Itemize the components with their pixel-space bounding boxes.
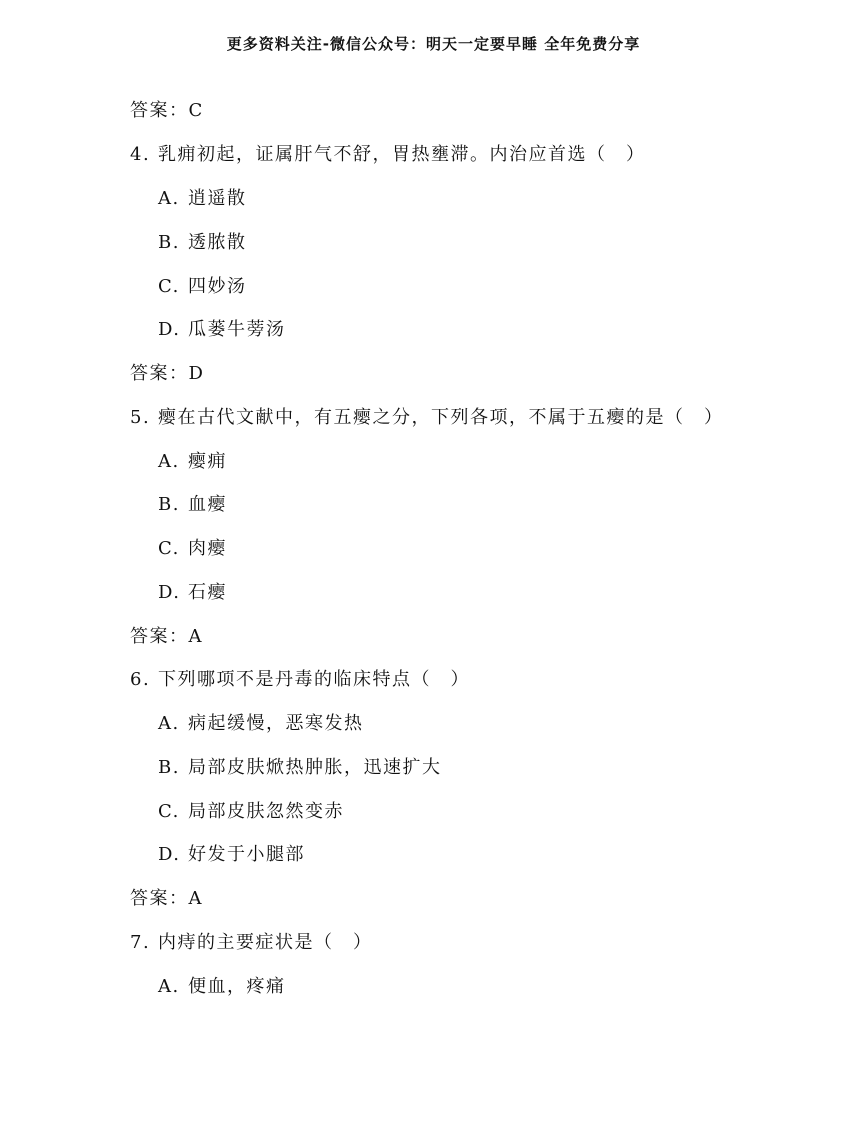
option-5a: [158, 451, 227, 473]
option-4b: [158, 232, 247, 254]
option-text: 肉瘿: [188, 538, 227, 559]
option-letter: C.: [158, 538, 180, 559]
option-letter: C.: [158, 276, 180, 297]
option-6b: [158, 757, 442, 779]
answer-line: 答案：C: [130, 100, 204, 121]
option-4a: [158, 188, 247, 210]
option-letter: B.: [158, 232, 180, 253]
question-text: 内痔的主要症状是（ ）: [158, 932, 373, 953]
option-6a: [158, 713, 364, 735]
option-text: 好发于小腿部: [188, 844, 305, 865]
answer-line: 答案：D: [130, 363, 205, 384]
option-text: 逍遥散: [188, 188, 247, 209]
option-text: 瓜蒌牛蒡汤: [188, 319, 286, 340]
option-letter: A.: [158, 713, 180, 734]
option-letter: B.: [158, 757, 180, 778]
question-text: 乳痈初起，证属肝气不舒，胃热壅滞。内治应首选（ ）: [158, 144, 646, 165]
option-text: 局部皮肤焮热肿胀，迅速扩大: [188, 757, 442, 778]
option-5c: [158, 538, 227, 560]
option-letter: D.: [158, 844, 181, 865]
option-5d: [158, 582, 227, 604]
option-letter: D.: [158, 582, 181, 603]
option-6d: [158, 844, 305, 866]
question-6: [130, 669, 470, 691]
option-4d: [158, 319, 286, 341]
option-4c: [158, 276, 247, 298]
option-6c: [158, 801, 344, 823]
option-text: 病起缓慢，恶寒发热: [188, 713, 364, 734]
question-number: 5.: [130, 407, 151, 428]
answer-line: 答案：A: [130, 626, 203, 647]
question-number: 6.: [130, 669, 151, 690]
answer-line: 答案：A: [130, 888, 203, 909]
option-text: 透脓散: [188, 232, 247, 253]
option-text: 四妙汤: [188, 276, 247, 297]
option-letter: A.: [158, 451, 180, 472]
question-number: 7.: [130, 932, 151, 953]
option-7a: [158, 976, 286, 998]
option-text: 便血，疼痛: [188, 976, 286, 997]
question-number: 4.: [130, 144, 151, 165]
option-text: 血瘿: [188, 494, 227, 515]
option-5b: [158, 494, 227, 516]
option-letter: A.: [158, 976, 180, 997]
option-letter: D.: [158, 319, 181, 340]
option-text: 瘿痈: [188, 451, 227, 472]
question-5: [130, 407, 724, 429]
option-letter: B.: [158, 494, 180, 515]
option-text: 石瘿: [188, 582, 227, 603]
option-text: 局部皮肤忽然变赤: [188, 801, 344, 822]
option-letter: C.: [158, 801, 180, 822]
question-7: [130, 932, 373, 954]
question-text: 瘿在古代文献中，有五瘿之分，下列各项，不属于五瘿的是（ ）: [158, 407, 724, 428]
question-text: 下列哪项不是丹毒的临床特点（ ）: [158, 669, 470, 690]
page-header: 更多资料关注-微信公众号：明天一定要早睡 全年免费分享: [226, 35, 641, 53]
option-letter: A.: [158, 188, 180, 209]
question-4: [130, 144, 646, 166]
